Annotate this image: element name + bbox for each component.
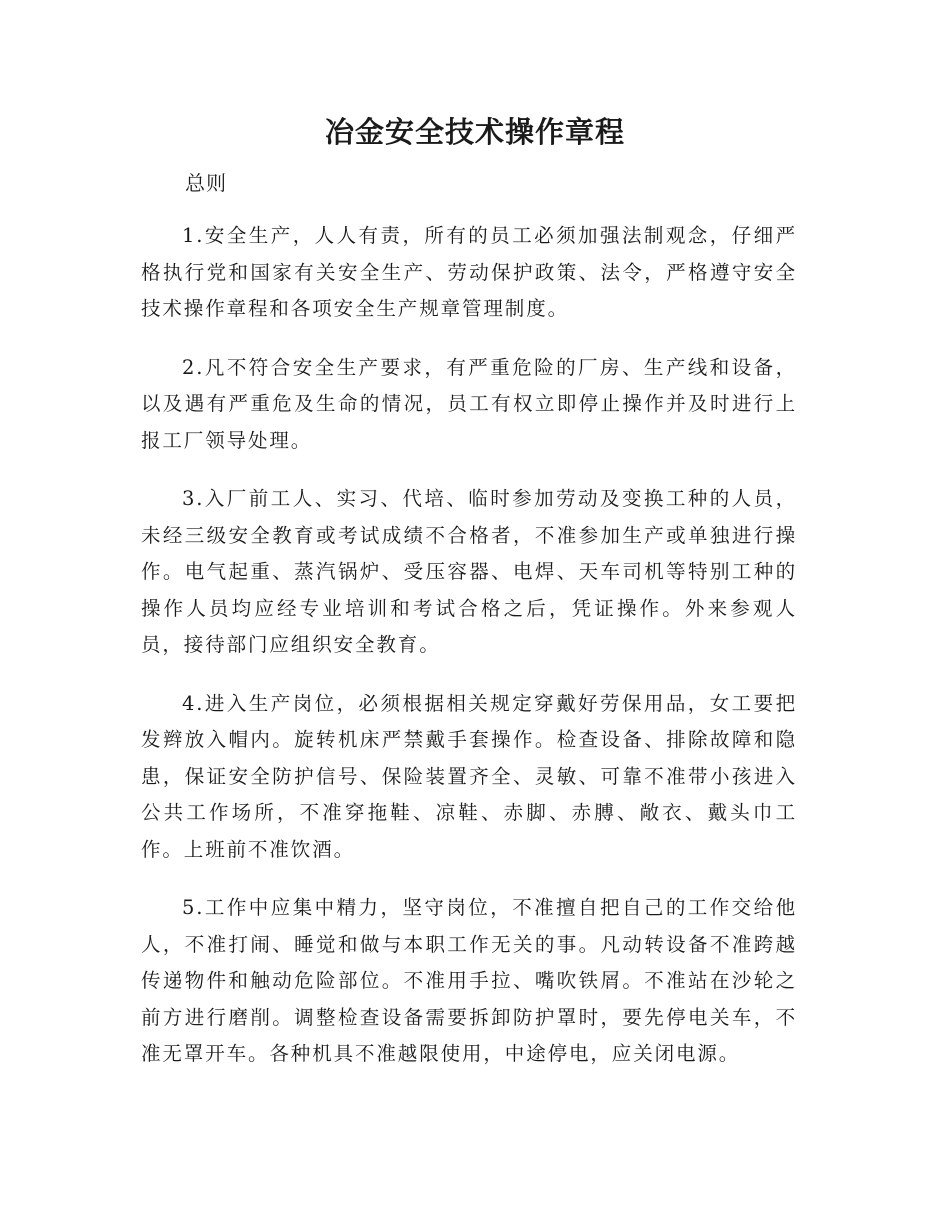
paragraph-4: 4.进入生产岗位，必须根据相关规定穿戴好劳保用品，女工要把发辫放入帽内。旋转机床严禁戴手套操作。检查设备、排除故障和隐患，保证安全防护信号、保险装置齐全、灵敏、可靠不准带小孩进入公共工作场所，不准穿拖鞋、凉鞋、赤脚、赤膊、敞衣、戴头巾工作。上班前不准饮酒。 [141, 691, 797, 861]
paragraph-5: 5.工作中应集中精力，坚守岗位，不准擅自把自己的工作交给他人，不准打闹、睡觉和做与本职工作无关的事。凡动转设备不准跨越传递物件和触动危险部位。不准用手拉、嘴吹铁屑。不准站在沙轮之前方进行磨削。调整检查设备需要拆卸防护罩时，要先停电关车，不准无罩开车。各种机具不准越限使用，中途停电，应关闭电源。 [141, 896, 797, 1065]
document-title: 冶金安全技术操作章程 [324, 115, 625, 149]
paragraph-1: 1.安全生产，人人有责，所有的员工必须加强法制观念，仔细严格执行党和国家有关安全生产、劳动保护政策、法令，严格遵守安全技术操作章程和各项安全生产规章管理制度。 [141, 224, 797, 320]
paragraph-3: 3.入厂前工人、实习、代培、临时参加劳动及变换工种的人员，未经三级安全教育或考试成绩不合格者，不准参加生产或单独进行操作。电气起重、蒸汽锅炉、受压容器、电焊、天车司机等特别工种的操作人员均应经专业培训和考试合格之后，凭证操作。外来参观人员，接待部门应组织安全教育。 [141, 487, 797, 656]
section-heading: 总则 [185, 171, 227, 195]
paragraph-2: 2.凡不符合安全生产要求，有严重危险的厂房、生产线和设备，以及遇有严重危及生命的情况，员工有权立即停止操作并及时进行上报工厂领导处理。 [141, 355, 797, 452]
document-body [141, 218, 797, 1095]
